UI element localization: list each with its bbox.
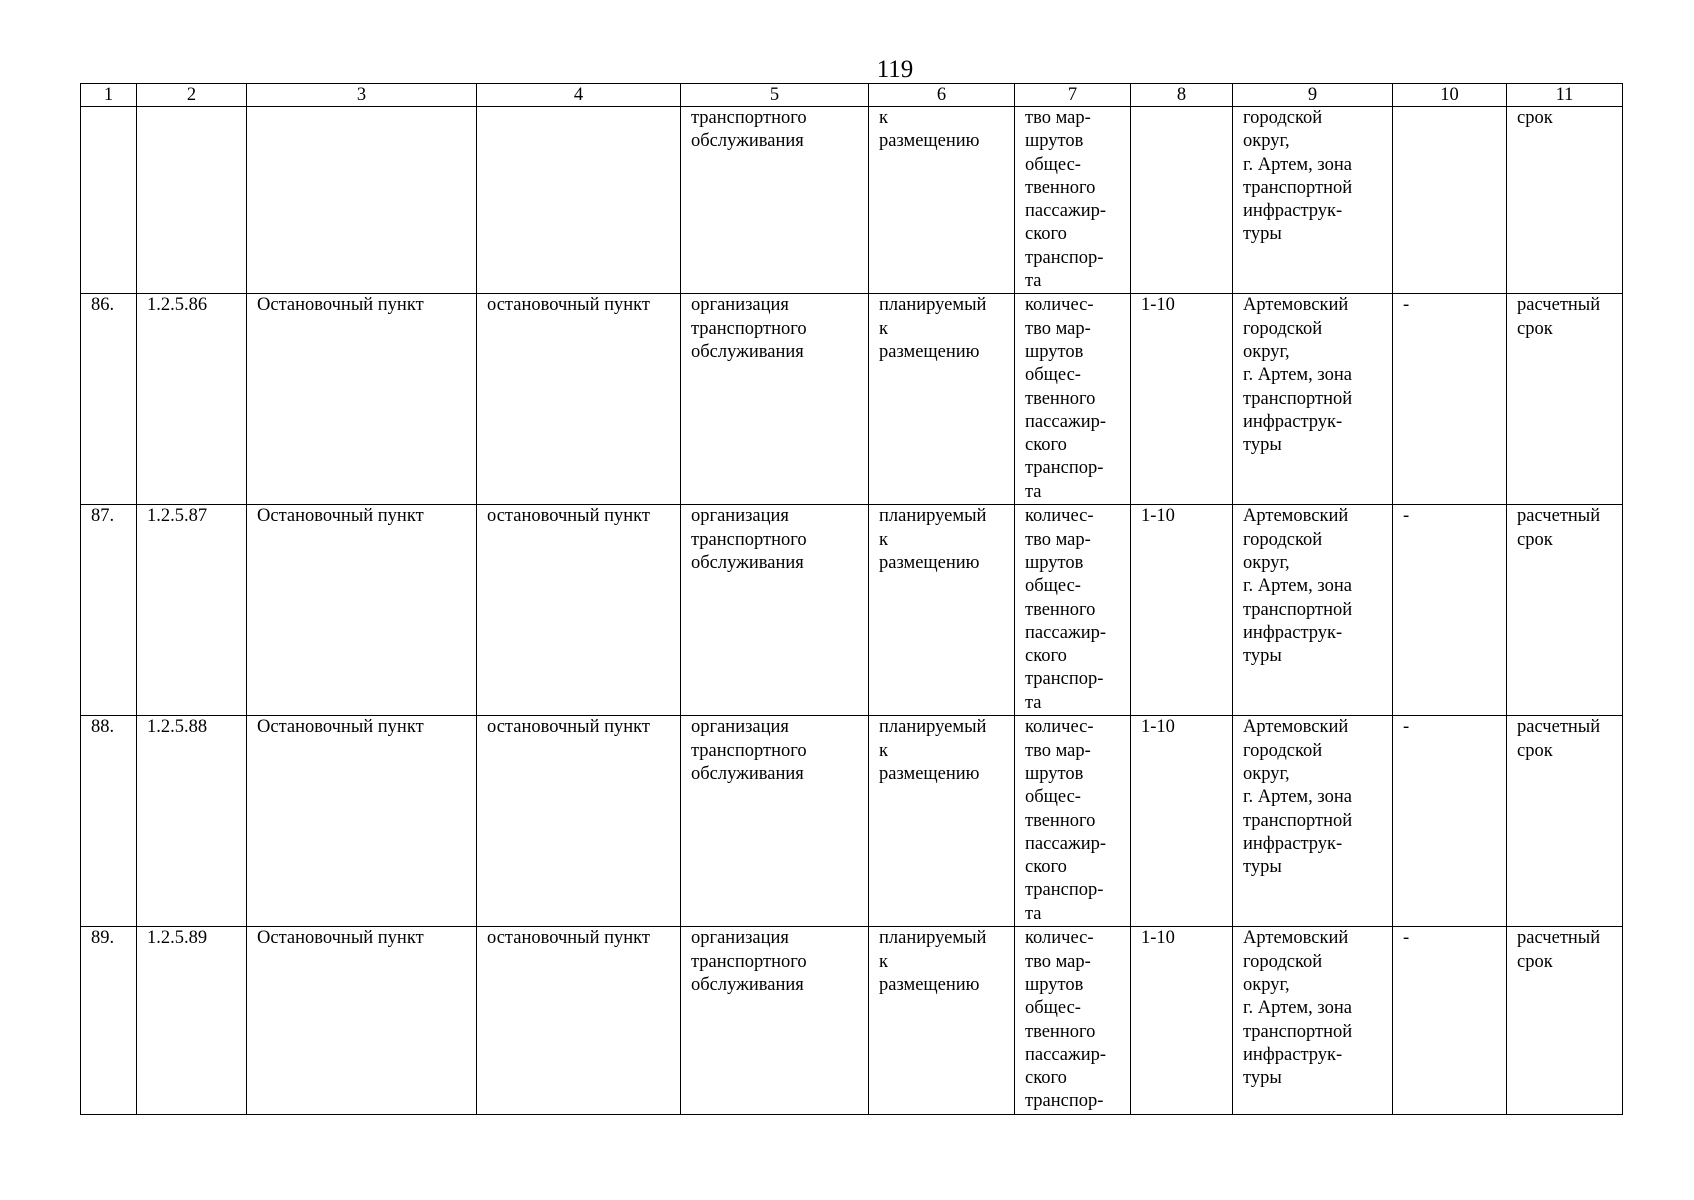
table-cell: остановочный пункт [477,927,681,1114]
table-cell: остановочный пункт [477,716,681,927]
table-cell: - [1393,927,1507,1114]
table-cell [1131,107,1233,294]
table-cell: расчетный срок [1507,716,1623,927]
table-cell: 1-10 [1131,716,1233,927]
table-cell: Остановочный пункт [247,716,477,927]
column-header: 6 [869,84,1015,107]
table-cell: 1.2.5.89 [137,927,247,1114]
table-cell: - [1393,505,1507,716]
table-cell: срок [1507,107,1623,294]
table-cell [1393,107,1507,294]
table-cell: к размещению [869,107,1015,294]
table-cell: организация транспортного обслуживания [681,505,869,716]
table-cell: транспортного обслуживания [681,107,869,294]
column-header: 5 [681,84,869,107]
table-cell: тво мар- шрутов общес- твенного пассажир- ского транспор- та [1015,107,1131,294]
table-cell: организация транспортного обслуживания [681,716,869,927]
table-cell: 89. [81,927,137,1114]
column-header: 4 [477,84,681,107]
table-cell: 88. [81,716,137,927]
table-cell: Остановочный пункт [247,294,477,505]
table-cell: Артемовский городской округ, г. Артем, зона транспортной инфраструк- туры [1233,294,1393,505]
column-header: 1 [81,84,137,107]
column-header: 7 [1015,84,1131,107]
column-header: 3 [247,84,477,107]
table-row [81,716,1623,927]
data-table [80,83,1623,1115]
page-number: 119 [876,56,914,83]
table-cell: Остановочный пункт [247,505,477,716]
table-cell: Остановочный пункт [247,927,477,1114]
table-cell: количес- тво мар- шрутов общес- твенного пассажир- ского транспор- та [1015,716,1131,927]
table-cell: 1.2.5.87 [137,505,247,716]
header-row [81,84,1623,107]
table-cell: городской округ, г. Артем, зона транспортной инфраструк- туры [1233,107,1393,294]
table-cell: Артемовский городской округ, г. Артем, зона транспортной инфраструк- туры [1233,927,1393,1114]
column-header: 11 [1507,84,1623,107]
table-cell: остановочный пункт [477,505,681,716]
column-header: 9 [1233,84,1393,107]
table-cell: организация транспортного обслуживания [681,927,869,1114]
table-cell: - [1393,716,1507,927]
table-row-continuation [81,107,1623,294]
table-cell: организация транспортного обслуживания [681,294,869,505]
table-cell: количес- тво мар- шрутов общес- твенного пассажир- ского транспор- та [1015,505,1131,716]
table-cell: количес- тво мар- шрутов общес- твенного пассажир- ского транспор- [1015,927,1131,1114]
table-cell: планируемый к размещению [869,294,1015,505]
table-cell [81,107,137,294]
table-cell: расчетный срок [1507,927,1623,1114]
table-cell: расчетный срок [1507,294,1623,505]
table-row [81,294,1623,505]
table-cell: 1.2.5.86 [137,294,247,505]
table-cell: - [1393,294,1507,505]
table-cell: 87. [81,505,137,716]
column-header: 10 [1393,84,1507,107]
table-cell: Артемовский городской округ, г. Артем, зона транспортной инфраструк- туры [1233,505,1393,716]
table-cell [247,107,477,294]
table-cell: 86. [81,294,137,505]
column-header: 8 [1131,84,1233,107]
table-row [81,505,1623,716]
table-cell [137,107,247,294]
table-cell: Артемовский городской округ, г. Артем, зона транспортной инфраструк- туры [1233,716,1393,927]
table-cell: планируемый к размещению [869,505,1015,716]
table-cell: 1.2.5.88 [137,716,247,927]
table-cell: 1-10 [1131,927,1233,1114]
table-cell: планируемый к размещению [869,927,1015,1114]
table-cell: планируемый к размещению [869,716,1015,927]
table-cell: количес- тво мар- шрутов общес- твенного пассажир- ского транспор- та [1015,294,1131,505]
table-cell: остановочный пункт [477,294,681,505]
column-header: 2 [137,84,247,107]
table-cell [477,107,681,294]
table-cell: 1-10 [1131,294,1233,505]
table-row [81,927,1623,1114]
table-cell: 1-10 [1131,505,1233,716]
table-cell: расчетный срок [1507,505,1623,716]
